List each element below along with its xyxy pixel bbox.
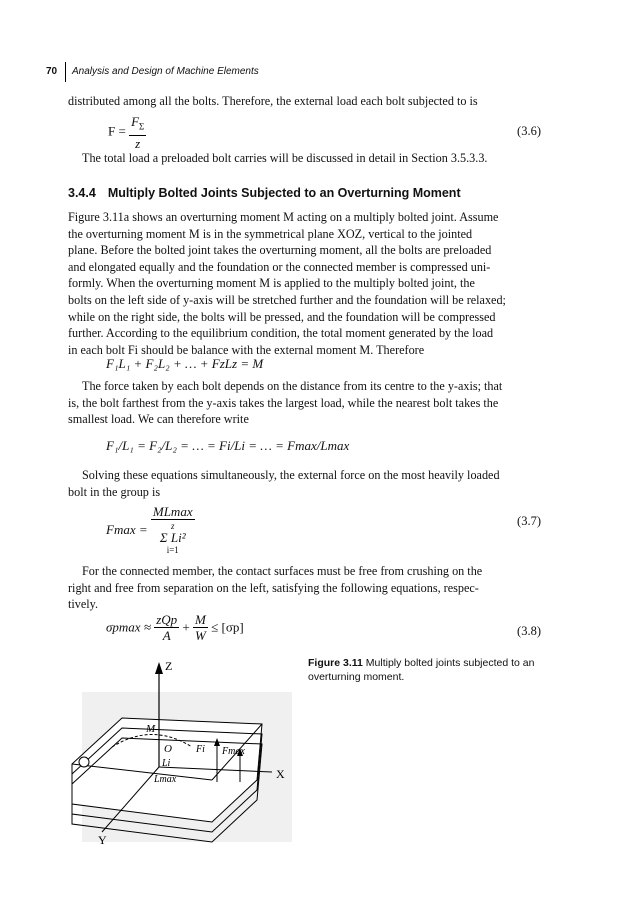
equation-moment-sum: F₁L₁ + F₂L₂ + … + FzLz = M: [106, 356, 264, 371]
paragraph-force-distance: [68, 378, 540, 428]
text-line: Figure 3.11a shows an overturning moment M acting on a multiply bolted joint. Assume: [68, 210, 499, 224]
paragraph-intro: distributed among all the bolts. Therefore, the external load each bolt subjected to is: [68, 94, 478, 108]
eq36-lhs: F =: [108, 123, 126, 139]
section-number: 3.4.4: [68, 186, 96, 200]
text-line: bolt in the group is: [68, 484, 161, 499]
text-line: is, the bolt farthest from the y-axis takes the largest load, while the nearest bolt takes the: [68, 395, 499, 410]
label-lmax: Lmax: [154, 774, 177, 785]
label-li: Li: [162, 758, 171, 769]
label-z: Z: [165, 659, 173, 673]
text-line: smallest load. We can therefore write: [68, 412, 249, 427]
paragraph-total-load: The total load a preloaded bolt carries will be discussed in detail in Section 3.5.3.3.: [82, 151, 488, 165]
text-line: the overturning moment M is in the symmetrical plane XOZ, vertical to the jointed: [68, 226, 473, 241]
caption-text: Multiply bolted joints subjected to an overturning moment.: [308, 657, 535, 683]
equation-3-6: [108, 114, 146, 151]
figure-3-11: [62, 652, 292, 847]
bolt-icon: [79, 757, 89, 767]
label-y: Y: [98, 833, 107, 847]
eq38-rhs: ≤ [σp]: [211, 619, 244, 635]
eq38-lhs: σpmax ≈: [106, 619, 151, 635]
eq36-fraction: [129, 114, 146, 151]
eq37-fraction: [151, 504, 195, 556]
text-line: Solving these equations simultaneously, the external force on the most heavily loaded: [82, 468, 500, 482]
equation-number-3-7: (3.7): [517, 514, 541, 528]
label-x: X: [276, 767, 285, 781]
text-line: and elongated equally and the foundation or the connected member is compressed uni-: [68, 259, 491, 274]
eq38-term1: [154, 612, 179, 643]
eq36-den: z: [135, 135, 141, 151]
figure-caption: [308, 656, 548, 684]
label-fmax: Fmax: [222, 746, 245, 757]
label-o: O: [164, 743, 172, 755]
paragraph-solving: [68, 467, 540, 500]
text-line: The force taken by each bolt depends on the distance from its centre to the y-axis; that: [82, 379, 503, 393]
text-line: right and free from separation on the left, satisfying the following equations, respec-: [68, 580, 479, 595]
eq36-num-sub: Σ: [139, 121, 145, 132]
eq38-t2-den: W: [195, 628, 206, 643]
section-title: Multiply Bolted Joints Subjected to an Overturning Moment: [107, 186, 461, 200]
header-divider: [65, 62, 66, 82]
equation-number-3-6: (3.6): [517, 124, 541, 138]
z-arrow-icon: [155, 662, 163, 674]
equation-3-7: [106, 504, 195, 556]
eq37-sum-top: z: [170, 521, 175, 531]
bolted-joint-diagram: [62, 652, 292, 847]
label-fi: Fi: [196, 744, 205, 755]
eq37-num: MLmax: [152, 504, 193, 519]
text-line: For the connected member, the contact surfaces must be free from crushing on the: [82, 564, 483, 578]
eq37-lhs: Fmax =: [106, 522, 148, 537]
text-line: while on the right side, the bolts will be pressed, and the foundation will be compressed: [68, 309, 496, 324]
equation-number-3-8: (3.8): [517, 624, 541, 638]
caption-label: Figure 3.11: [308, 657, 363, 669]
equation-3-8: σpmax ≈ $\frac{\text{zQp}}{A}$ + $\frac{M}{W}$ ≤ [σp]: [106, 612, 244, 643]
text-line: plane. Before the bolted joint takes the overturning moment, all the bolts are preloaded: [68, 243, 492, 258]
text-line: in each bolt Fi should be balance with the external moment M. Therefore: [68, 342, 425, 357]
text-line: bolts on the left side of y-axis will be stretched further and the foundation will be relaxed;: [68, 292, 506, 307]
eq38-term2: [193, 612, 208, 643]
text-line: further. According to the equilibrium condition, the total moment generated by the load: [68, 326, 494, 341]
eq38-t2-num: M: [195, 612, 206, 627]
page-number: 70: [46, 66, 58, 77]
text-line: formly. When the overturning moment M is applied to the multiply bolted joint, the: [68, 276, 475, 291]
label-m: M: [146, 723, 156, 735]
eq37-den: Σ Li²: [159, 530, 186, 545]
running-head: Analysis and Design of Machine Elements: [72, 66, 259, 77]
section-heading: [68, 186, 461, 200]
paragraph-contact-surfaces: [68, 563, 540, 613]
eq38-t1-den: A: [162, 628, 171, 643]
eq36-num: F: [131, 114, 140, 129]
paragraph-overturning: [68, 209, 540, 358]
text-line: tively.: [68, 597, 99, 612]
equation-force-ratio: F₁/L₁ = F₂/L₂ = … = Fi/Li = … = Fmax/Lmax: [106, 438, 350, 453]
eq37-sum-bottom: i=1: [166, 545, 179, 555]
eq38-t1-num: zQp: [156, 612, 178, 627]
